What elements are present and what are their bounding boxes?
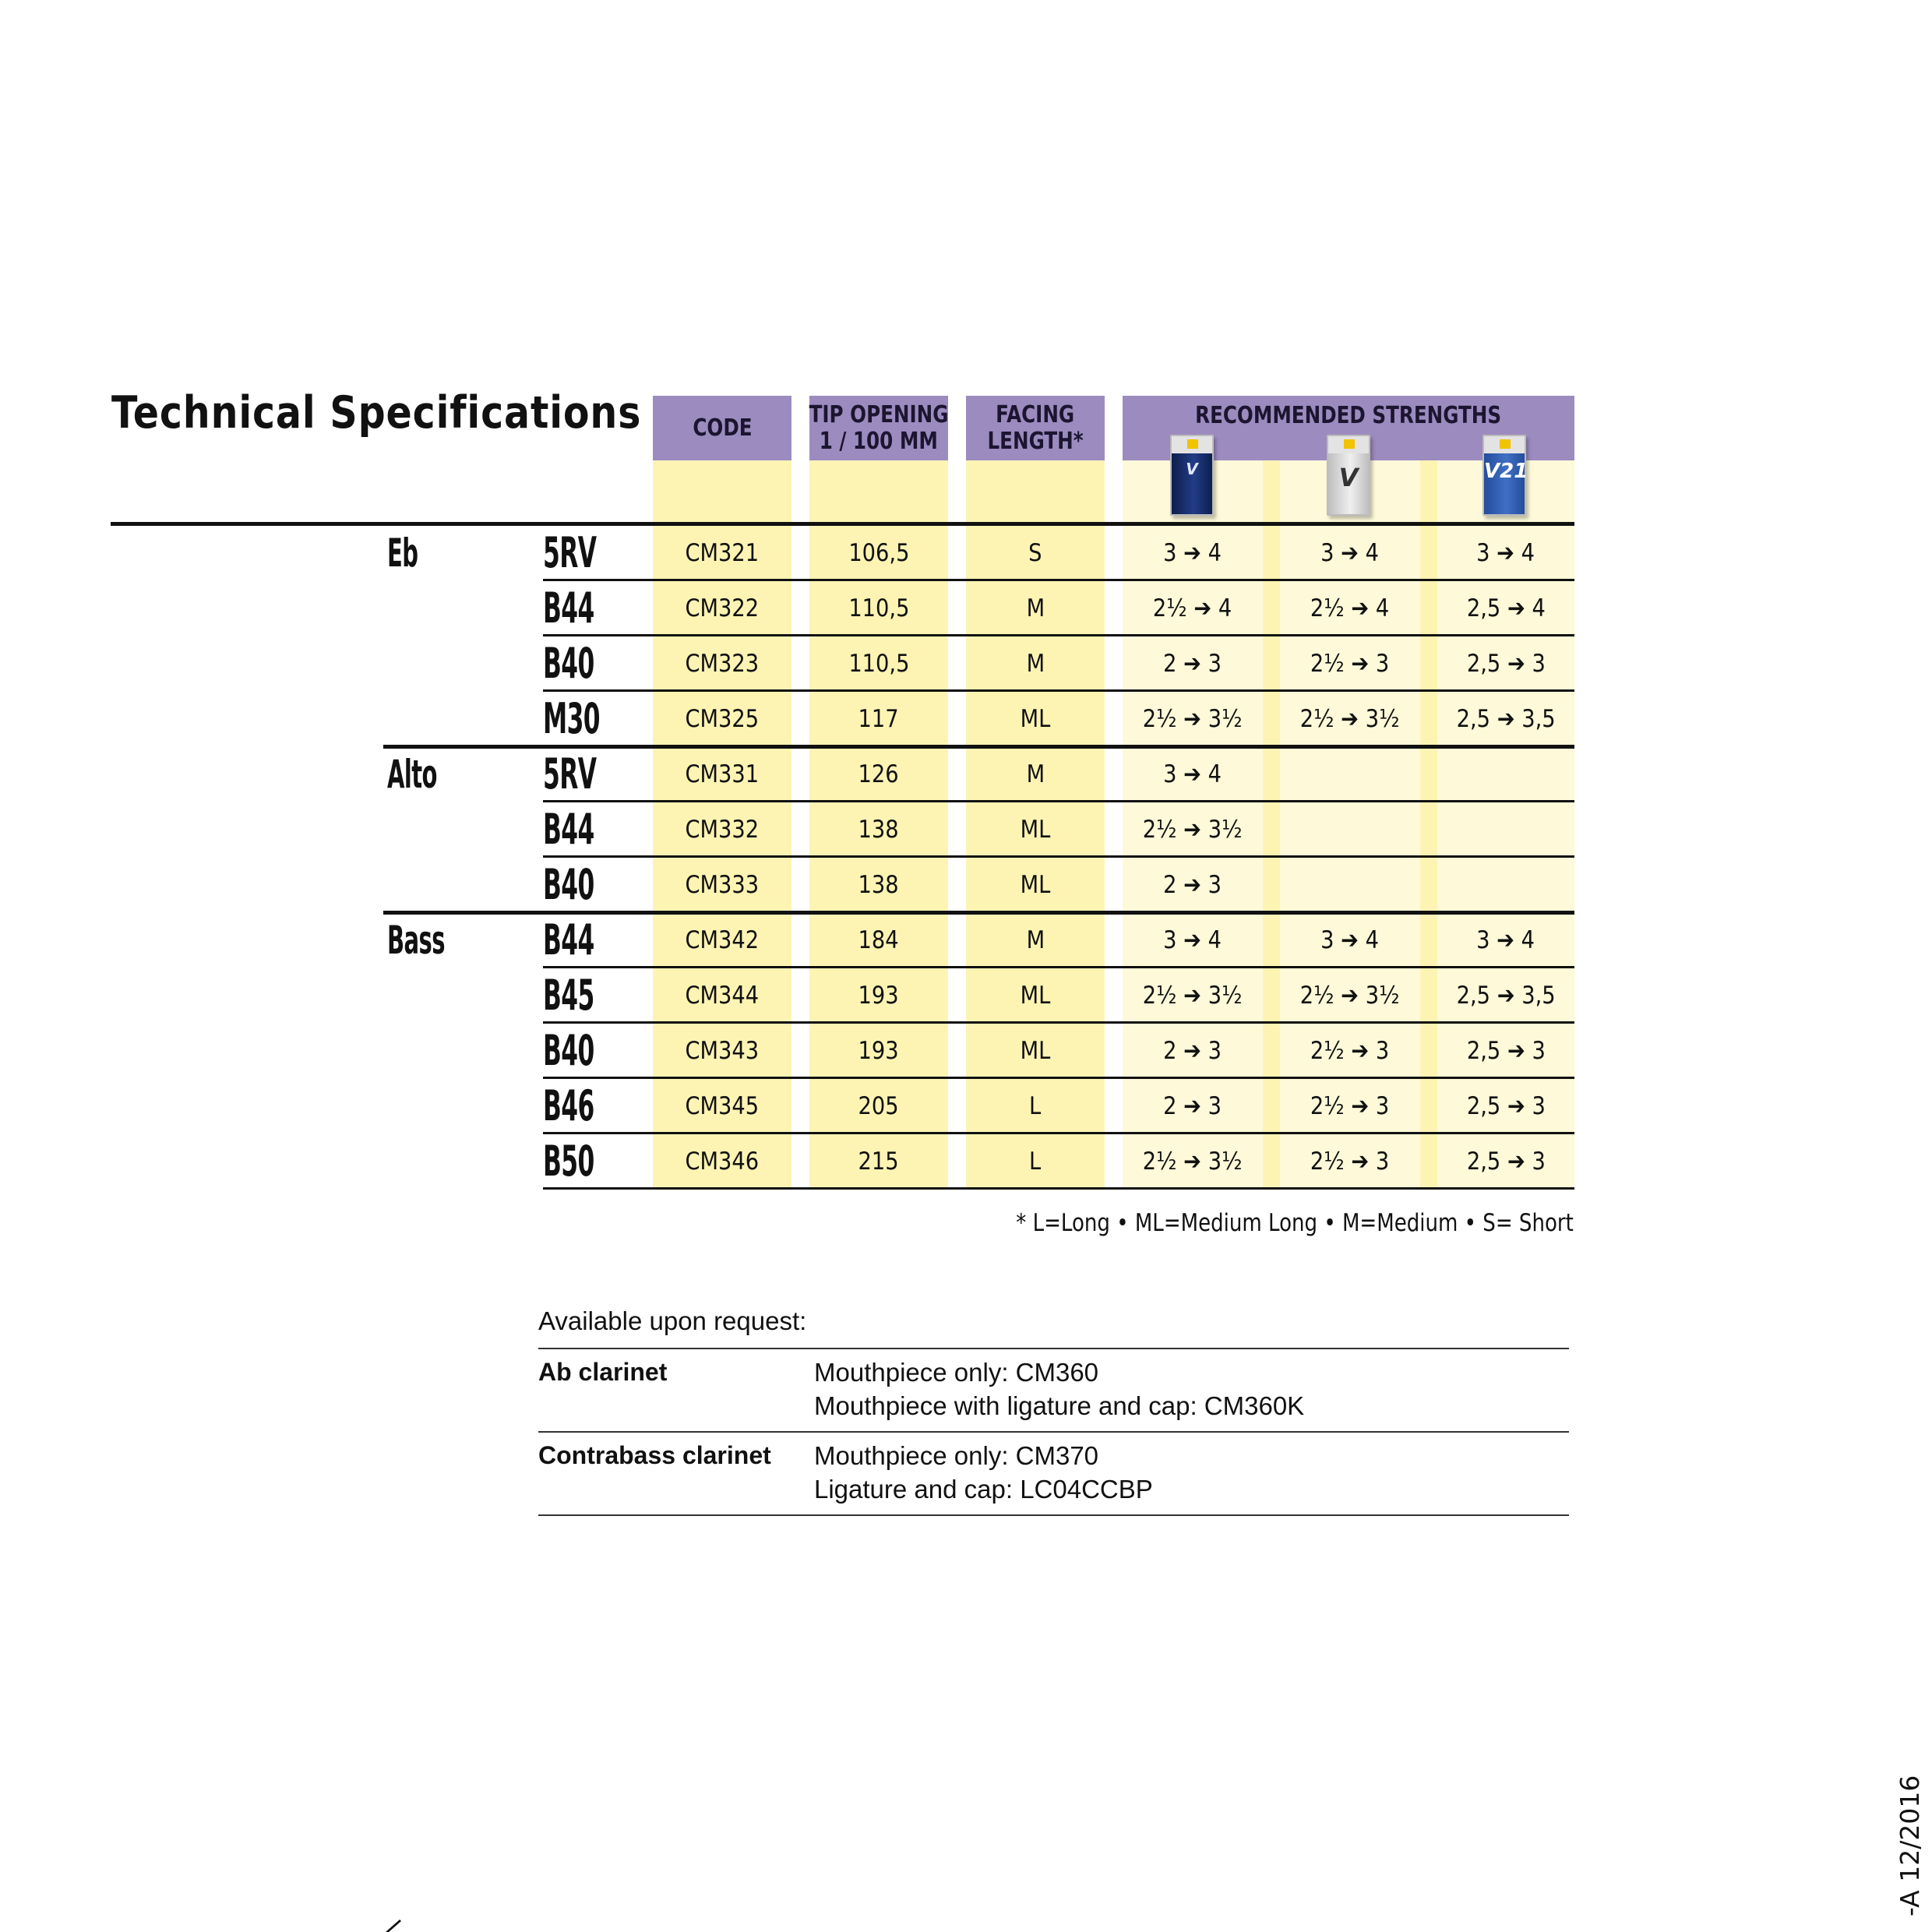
- mouthpiece-model: 5RV: [543, 528, 597, 577]
- facing-cell: ML: [1020, 815, 1051, 844]
- s2-cell: 3 ➔ 4: [1320, 925, 1380, 954]
- available-top-rule: [538, 1348, 1569, 1349]
- table-row: [0, 912, 1932, 968]
- table-row: [0, 1078, 1932, 1133]
- code-cell: CM333: [685, 870, 760, 899]
- code-cell: CM345: [685, 1091, 760, 1120]
- s2-cell: 2½ ➔ 3½: [1300, 704, 1400, 733]
- s1-cell: 2½ ➔ 3½: [1143, 815, 1243, 844]
- s2-cell: [1280, 746, 1420, 802]
- strengths-header-label: RECOMMENDED STRENGTHS: [1195, 402, 1502, 429]
- mouthpiece-model: B40: [543, 860, 594, 909]
- facing-header-line1: FACING: [996, 400, 1075, 428]
- s3-cell: 2,5 ➔ 3: [1466, 1036, 1546, 1065]
- s2-cell: 2½ ➔ 3: [1310, 649, 1390, 678]
- s2-cell: 2½ ➔ 3½: [1300, 981, 1400, 1010]
- tip-cell: 138: [858, 870, 900, 899]
- facing-cell: M: [1026, 925, 1045, 954]
- contrabass-clarinet-label: Contrabass clarinet: [538, 1441, 771, 1469]
- tip-cell: 184: [858, 925, 900, 954]
- s3-cell: 2,5 ➔ 3: [1466, 1147, 1546, 1176]
- s1-cell: 2 ➔ 3: [1163, 1091, 1222, 1120]
- facing-cell: M: [1026, 760, 1045, 788]
- s1-cell: 2 ➔ 3: [1163, 1036, 1222, 1065]
- tip-header-line1: TIP OPENING: [809, 400, 949, 428]
- facing-cell: ML: [1020, 1036, 1051, 1065]
- code-cell: CM321: [685, 538, 760, 567]
- code-cell: CM325: [685, 704, 760, 733]
- s2-cell: 2½ ➔ 3: [1310, 1091, 1390, 1120]
- s3-cell: 2,5 ➔ 3,5: [1456, 704, 1556, 733]
- instrument-group-label: Eb: [387, 530, 418, 576]
- instrument-group-label: Alto: [387, 751, 437, 797]
- s3-cell: 2,5 ➔ 3: [1466, 1091, 1546, 1120]
- s3-cell: 2,5 ➔ 4: [1466, 594, 1546, 622]
- s1-cell: 3 ➔ 4: [1163, 760, 1222, 788]
- tip-cell: 193: [858, 981, 900, 1010]
- facing-cell: ML: [1020, 870, 1051, 899]
- s3-cell: 3 ➔ 4: [1476, 925, 1535, 954]
- table-row: [0, 525, 1932, 580]
- mouthpiece-model: 5RV: [543, 749, 597, 799]
- s1-cell: 3 ➔ 4: [1163, 538, 1222, 567]
- mouthpiece-model: B46: [543, 1081, 594, 1130]
- table-row: [0, 857, 1932, 912]
- table-row: [0, 1023, 1932, 1078]
- s3-cell: 2,5 ➔ 3,5: [1456, 981, 1556, 1010]
- code-cell: CM331: [685, 760, 760, 788]
- code-cell: CM342: [685, 925, 760, 954]
- mouthpiece-model: B40: [543, 1026, 594, 1075]
- s3-cell: 3 ➔ 4: [1476, 538, 1535, 567]
- tip-cell: 106,5: [848, 538, 910, 567]
- s3-cell: 2,5 ➔ 3: [1466, 649, 1546, 678]
- s1-cell: 2 ➔ 3: [1163, 870, 1222, 899]
- contrabass-line2: Ligature and cap: LC04CCBP: [814, 1475, 1153, 1504]
- document-reference: -A 12/2016: [1895, 1775, 1925, 1916]
- code-cell: CM323: [685, 649, 760, 678]
- mouthpiece-model: B44: [543, 805, 594, 854]
- tip-header-line2: 1 / 100 MM: [819, 427, 939, 455]
- mouthpiece-model: B40: [543, 639, 594, 688]
- mouthpiece-model: B44: [543, 583, 594, 633]
- ab-clarinet-line2: Mouthpiece with ligature and cap: CM360K: [814, 1391, 1305, 1420]
- facing-cell: M: [1026, 594, 1045, 622]
- mouthpiece-model: M30: [543, 694, 601, 743]
- corner-mark-icon: [384, 1918, 401, 1932]
- available-title: Available upon request:: [538, 1306, 807, 1335]
- instrument-group-label: Bass: [387, 917, 445, 963]
- row-divider: [543, 1187, 1574, 1190]
- contrabass-clarinet-details: [814, 1439, 1153, 1506]
- contrabass-line1: Mouthpiece only: CM370: [814, 1441, 1099, 1470]
- facing-length-header: [966, 396, 1105, 460]
- s2-cell: 3 ➔ 4: [1320, 538, 1380, 567]
- tip-cell: 110,5: [848, 649, 910, 678]
- available-mid-rule: [538, 1431, 1569, 1433]
- facing-cell: L: [1029, 1147, 1042, 1176]
- code-header: [653, 396, 791, 460]
- facing-cell: S: [1028, 538, 1042, 567]
- s2-cell: [1280, 802, 1420, 857]
- page-title: Technical Specifications: [111, 387, 642, 439]
- facing-cell: ML: [1020, 704, 1051, 733]
- recommended-strengths-header: [1123, 396, 1574, 436]
- tip-cell: 117: [858, 704, 900, 733]
- table-row: [0, 802, 1932, 857]
- vandoren-v12-reed-box-icon: V: [1327, 435, 1370, 516]
- tip-opening-header: [809, 396, 948, 460]
- table-row: [0, 1133, 1932, 1189]
- ab-clarinet-label: Ab clarinet: [538, 1358, 668, 1386]
- s1-cell: 3 ➔ 4: [1163, 925, 1222, 954]
- s2-cell: [1280, 857, 1420, 912]
- code-header-label: CODE: [692, 414, 753, 442]
- s3-cell: [1437, 802, 1574, 857]
- code-cell: CM332: [685, 815, 760, 844]
- tip-cell: 205: [858, 1091, 900, 1120]
- s1-cell: 2½ ➔ 3½: [1143, 981, 1243, 1010]
- tip-cell: 193: [858, 1036, 900, 1065]
- available-bottom-rule: [538, 1514, 1569, 1516]
- table-row: [0, 636, 1932, 691]
- tip-cell: 138: [858, 815, 900, 844]
- code-cell: CM343: [685, 1036, 760, 1065]
- s2-cell: 2½ ➔ 4: [1310, 594, 1390, 622]
- s1-cell: 2 ➔ 3: [1163, 649, 1222, 678]
- s3-cell: [1437, 857, 1574, 912]
- table-row: [0, 746, 1932, 802]
- code-cell: CM322: [685, 594, 760, 622]
- s3-cell: [1437, 746, 1574, 802]
- table-row: [0, 968, 1932, 1023]
- s2-cell: 2½ ➔ 3: [1310, 1147, 1390, 1176]
- ab-clarinet-line1: Mouthpiece only: CM360: [814, 1358, 1099, 1387]
- s1-cell: 2½ ➔ 3½: [1143, 704, 1243, 733]
- code-cell: CM344: [685, 981, 760, 1010]
- code-cell: CM346: [685, 1147, 760, 1176]
- s1-cell: 2½ ➔ 3½: [1143, 1147, 1243, 1176]
- tip-cell: 215: [858, 1147, 900, 1176]
- mouthpiece-model: B45: [543, 971, 594, 1020]
- mouthpiece-model: B50: [543, 1137, 594, 1186]
- ab-clarinet-details: [814, 1356, 1304, 1423]
- s2-cell: 2½ ➔ 3: [1310, 1036, 1390, 1065]
- facing-cell: ML: [1020, 981, 1051, 1010]
- v21-reed-box-icon: V21: [1482, 435, 1526, 516]
- s1-cell: 2½ ➔ 4: [1153, 594, 1232, 622]
- facing-length-footnote: * L=Long • ML=Medium Long • M=Medium • S= Short: [1016, 1209, 1574, 1237]
- facing-header-line2: LENGTH*: [987, 427, 1084, 455]
- table-row: [0, 691, 1932, 746]
- facing-cell: L: [1029, 1091, 1042, 1120]
- tip-cell: 126: [858, 760, 900, 788]
- tip-cell: 110,5: [848, 594, 910, 622]
- table-row: [0, 580, 1932, 636]
- traditional-reed-box-icon: V: [1170, 435, 1214, 516]
- mouthpiece-model: B44: [543, 915, 594, 964]
- facing-cell: M: [1026, 649, 1045, 678]
